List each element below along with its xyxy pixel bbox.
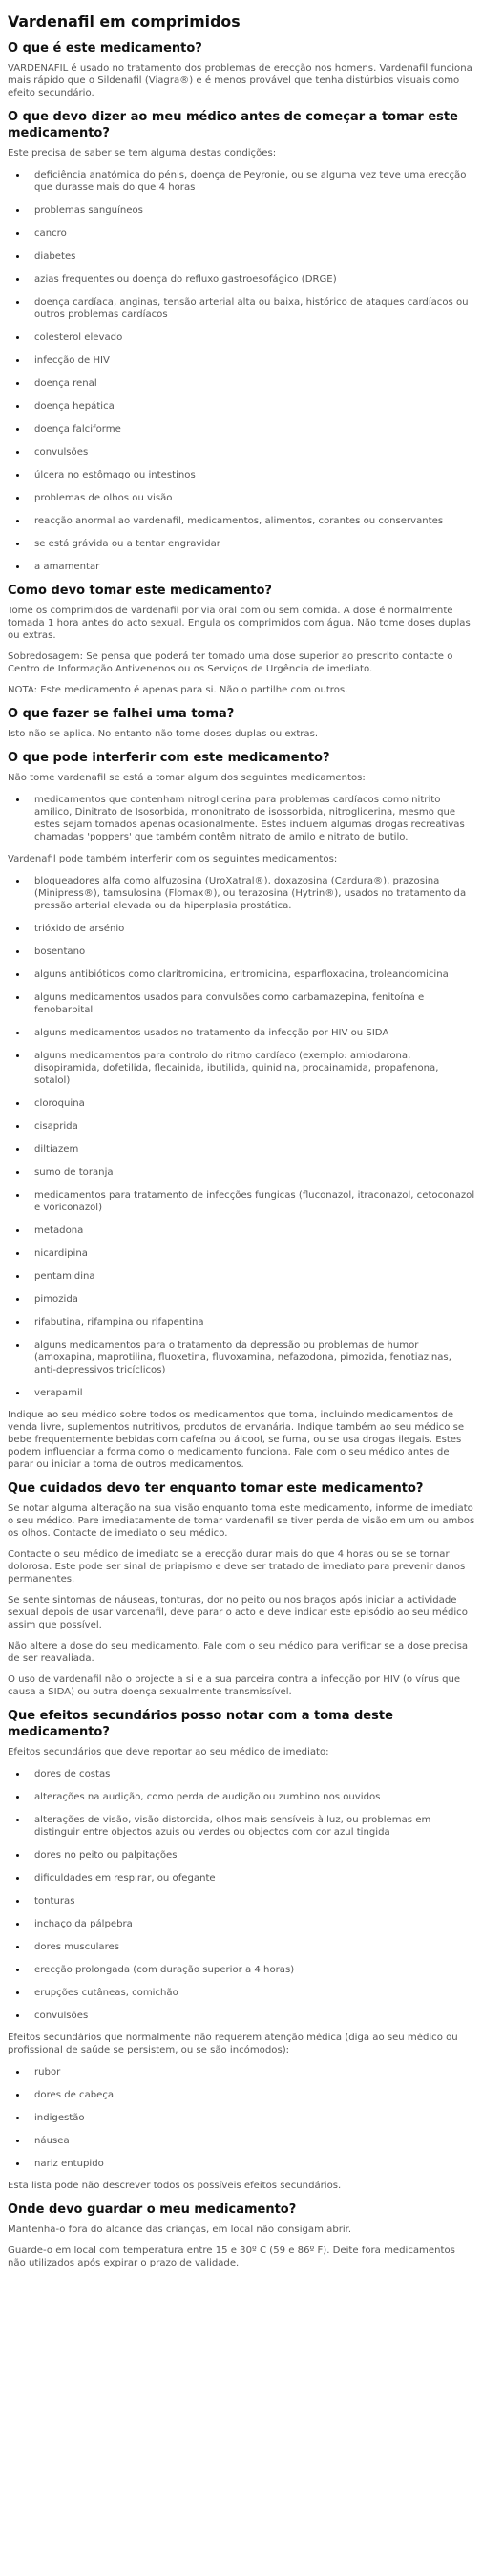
paragraph: VARDENAFIL é usado no tratamento dos problemas de erecção nos homens. Vardenafil funciona mais rápido que o Sildenafil (Viagra®) e é menos provável que tenha distúrbios visuais como efeito secundário. [8, 63, 472, 98]
sections [8, 40, 475, 2269]
paragraph: Guarde-o em local com temperatura entre 15 e 30º C (59 e 86º F). Deite fora medicamentos não utilizados após expirar o prazo de validade. [8, 2246, 455, 2268]
list-item: • dificuldades em respirar, ou ofegante [29, 1871, 475, 1884]
list-item: • rifabutina, rifampina ou rifapentina [29, 1315, 475, 1329]
paragraph: Não tome vardenafil se está a tomar algum dos seguintes medicamentos: [8, 773, 366, 783]
list-item: • doença falciforme [29, 422, 475, 436]
list-item: • nicardipina [29, 1246, 475, 1260]
list-item: • dores no peito ou palpitações [29, 1848, 475, 1862]
list-item: • azias frequentes ou doença do refluxo gastroesofágico (DRGE) [29, 272, 475, 286]
section [8, 1708, 475, 2192]
page-title: Vardenafil em comprimidos [8, 12, 241, 31]
section [8, 109, 475, 573]
list-item: • alguns medicamentos usados no tratamento da infecção por HIV ou SIDA [29, 1026, 475, 1039]
list-item: • pentamidina [29, 1269, 475, 1283]
section [8, 583, 475, 696]
list-item: • diabetes [29, 249, 475, 263]
paragraph: Não altere a dose do seu medicamento. Fale com o seu médico para verificar se a dose precisa de ser reavaliada. [8, 1641, 469, 1664]
list-item: • alterações na audição, como perda de audição ou zumbino nos ouvidos [29, 1790, 475, 1803]
list-item: • problemas de olhos ou visão [29, 491, 475, 504]
section-heading: O que é este medicamento? [8, 41, 202, 55]
paragraph: Indique ao seu médico sobre todos os medicamentos que toma, incluindo medicamentos de venda livre, suplementos nutritivos, produtos de ervanária. Indique também ao seu médico se bebe frequentemente bebidas com cafeína ou álcool, se fuma, ou se usa drogas ilegais. Estes podem influenciar a forma como o medicamento funciona. Fale com o seu médico antes de parar ou iniciar a toma de outros medicamentos. [8, 1410, 465, 1470]
bullet-list [8, 168, 475, 573]
paragraph: Este precisa de saber se tem alguma destas condições: [8, 148, 277, 159]
list-item: • doença hepática [29, 399, 475, 413]
list-item: • erupções cutâneas, comichão [29, 1986, 475, 1999]
list-item: • erecção prolongada (com duração superior a 4 horas) [29, 1963, 475, 1976]
list-item: • verapamil [29, 1386, 475, 1399]
section-heading: Que cuidados devo ter enquanto tomar este medicamento? [8, 1481, 424, 1496]
list-item: • problemas sanguíneos [29, 203, 475, 217]
section-heading: Que efeitos secundários posso notar com a toma deste medicamento? [8, 1709, 393, 1739]
section [8, 750, 475, 1471]
paragraph: Vardenafil pode também interferir com os seguintes medicamentos: [8, 854, 338, 864]
list-item: • úlcera no estômago ou intestinos [29, 468, 475, 481]
paragraph: Esta lista pode não descrever todos os possíveis efeitos secundários. [8, 2181, 342, 2191]
list-item: • convulsões [29, 2009, 475, 2022]
list-item: • medicamentos para tratamento de infecções fungicas (fluconazol, itraconazol, cetoconazol e voriconazol) [29, 1188, 475, 1214]
section [8, 40, 475, 99]
section [8, 1480, 475, 1698]
list-item: • trióxido de arsénio [29, 922, 475, 935]
list-item: • cisaprida [29, 1119, 475, 1133]
bullet-list [8, 2065, 475, 2170]
section [8, 2202, 475, 2269]
list-item: • dores de cabeça [29, 2088, 475, 2101]
paragraph: Se sente sintomas de náuseas, tonturas, dor no peito ou nos braços após iniciar a actividade sexual depois de usar vardenafil, deve parar o acto e deve indicar este episódio ao seu médico assim que possível. [8, 1595, 468, 1630]
section-heading: Como devo tomar este medicamento? [8, 584, 272, 598]
list-item: • alterações de visão, visão distorcida, olhos mais sensíveis à luz, ou problemas em distinguir entre objectos azuis ou verdes ou objectos com cor azul tingida [29, 1813, 475, 1839]
list-item: • colesterol elevado [29, 330, 475, 344]
list-item: • alguns medicamentos para controlo do ritmo cardíaco (exemplo: amiodarona, disopiramida, dofetilida, flecainida, ibutilida, quinidina, procainamida, propafenona, sotalol) [29, 1049, 475, 1087]
list-item: • doença cardíaca, anginas, tensão arterial alta ou baixa, histórico de ataques cardíacos ou outros problemas cardíacos [29, 295, 475, 321]
list-item: • a amamentar [29, 560, 475, 573]
section [8, 706, 475, 740]
list-item: • reacção anormal ao vardenafil, medicamentos, alimentos, corantes ou conservantes [29, 514, 475, 527]
paragraph: Sobredosagem: Se pensa que poderá ter tomado uma dose superior ao prescrito contacte o Centro de Informação Antivenenos ou os Serviços de Urgência de imediato. [8, 651, 453, 674]
list-item: • rubor [29, 2065, 475, 2078]
paragraph: Tome os comprimidos de vardenafil por via oral com ou sem comida. A dose é normalmente tomada 1 hora antes do acto sexual. Engula os comprimidos com água. Não tome doses duplas ou extras. [8, 606, 471, 641]
paragraph: Efeitos secundários que deve reportar ao seu médico de imediato: [8, 1747, 329, 1757]
list-item: • tonturas [29, 1894, 475, 1907]
list-item: • dores musculares [29, 1940, 475, 1953]
list-item: • doença renal [29, 376, 475, 390]
list-item: • alguns antibióticos como claritromicina, eritromicina, esparfloxacina, troleandomicina [29, 968, 475, 981]
paragraph: Contacte o seu médico de imediato se a erecção durar mais do que 4 horas ou se se tornar dolorosa. Este pode ser sinal de priapismo e deve ser tratado de imediato para prevenir danos permanentes. [8, 1549, 466, 1585]
list-item: • convulsões [29, 445, 475, 458]
paragraph: Se notar alguma alteração na sua visão enquanto toma este medicamento, informe de imediato o seu médico. Pare imediatamente de tomar vardenafil se tiver perda de visão em um ou ambos os olhos. Contacte de imediato o seu médico. [8, 1503, 475, 1539]
list-item: • nariz entupido [29, 2157, 475, 2170]
section-heading: O que devo dizer ao meu médico antes de começar a tomar este medicamento? [8, 110, 458, 140]
list-item: • infecção de HIV [29, 353, 475, 367]
list-item: • indigestão [29, 2111, 475, 2124]
paragraph: Isto não se aplica. No entanto não tome doses duplas ou extras. [8, 729, 319, 739]
section-heading: O que fazer se falhei uma toma? [8, 707, 235, 721]
list-item: • alguns medicamentos para o tratamento da depressão ou problemas de humor (amoxapina, maprotilina, fluoxetina, fluvoxamina, nefazodona, pimozida, fenotiazinas, anti-depressivos tricíclicos) [29, 1338, 475, 1376]
list-item: • se está grávida ou a tentar engravidar [29, 537, 475, 550]
list-item: • cloroquina [29, 1096, 475, 1110]
paragraph: NOTA: Este medicamento é apenas para si. Não o partilhe com outros. [8, 685, 348, 695]
bullet-list [8, 1767, 475, 2022]
list-item: • pimozida [29, 1292, 475, 1306]
list-item: • bloqueadores alfa como alfuzosina (UroXatral®), doxazosina (Cardura®), prazosina (Minipress®), tamsulosina (Flomax®), ou terazosina (Hytrin®), usados no tratamento da pressão arterial elevada ou da hiperplasia prostática. [29, 874, 475, 912]
list-item: • náusea [29, 2134, 475, 2147]
paragraph: Mantenha-o fora do alcance das crianças, em local não consigam abrir. [8, 2225, 352, 2235]
paragraph: O uso de vardenafil não o projecte a si e a sua parceira contra a infecção por HIV (o vírus que causa a SIDA) ou outra doença sexualmente transmissível. [8, 1674, 461, 1697]
list-item: • medicamentos que contenham nitroglicerina para problemas cardíacos como nitrito amílico, Dinitrato de Isosorbida, mononitrato de isossorbida, nitroglicerina, mesmo que estes sejam tomados apenas ocasionalmente. Estes incluem algumas drogas recreativas chamadas 'poppers' que também contêm nitrato de amilo e nitrato de butilo. [29, 793, 475, 843]
list-item: • sumo de toranja [29, 1165, 475, 1179]
list-item: • alguns medicamentos usados para convulsões como carbamazepina, fenitoína e fenobarbital [29, 990, 475, 1016]
list-item: • diltiazem [29, 1142, 475, 1156]
section-heading: O que pode interferir com este medicamento? [8, 751, 330, 765]
list-item: • dores de costas [29, 1767, 475, 1780]
section-heading: Onde devo guardar o meu medicamento? [8, 2203, 297, 2217]
list-item: • cancro [29, 226, 475, 240]
list-item: • deficiência anatómica do pénis, doença de Peyronie, ou se alguma vez teve uma erecção que durasse mais do que 4 horas [29, 168, 475, 194]
list-item: • inchaço da pálpebra [29, 1917, 475, 1930]
list-item: • bosentano [29, 945, 475, 958]
paragraph: Efeitos secundários que normalmente não requerem atenção médica (diga ao seu médico ou profissional de saúde se persistem, ou se são incómodos): [8, 2033, 458, 2055]
bullet-list [8, 793, 475, 843]
list-item: • metadona [29, 1224, 475, 1237]
bullet-list [8, 874, 475, 1399]
